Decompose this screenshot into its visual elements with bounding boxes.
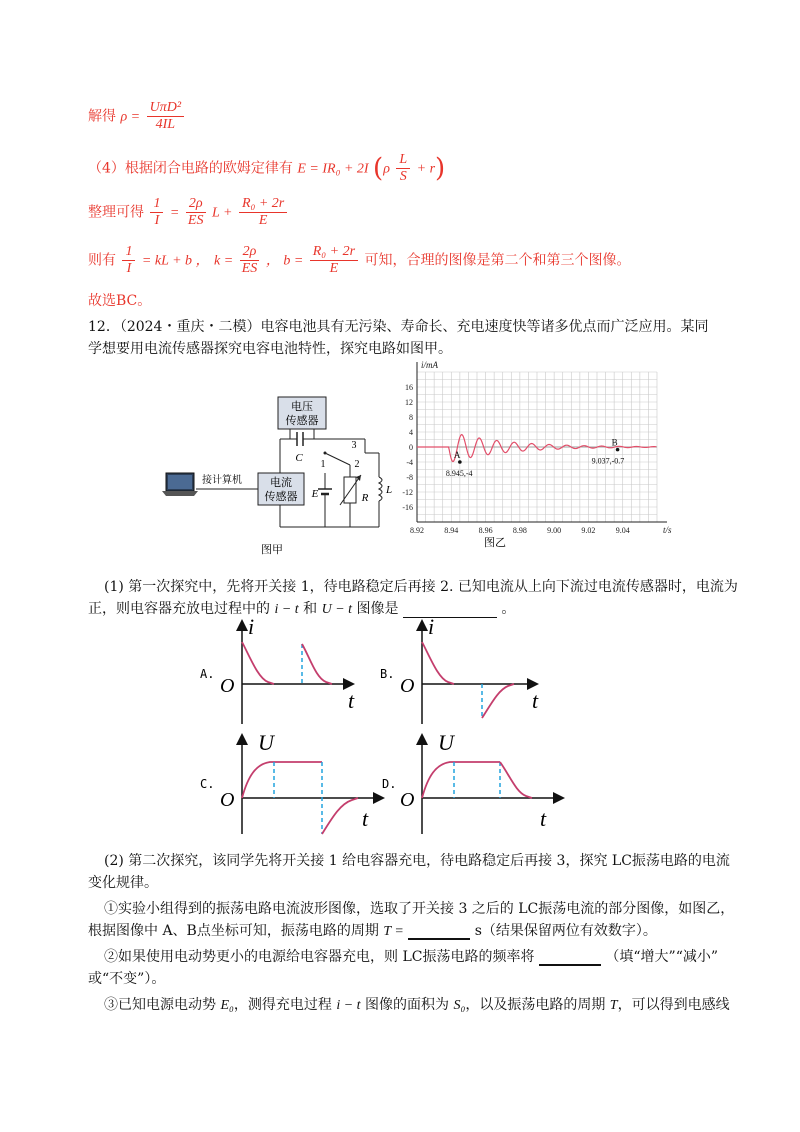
laptop-icon <box>162 473 198 496</box>
numerator: L <box>396 152 410 169</box>
inductor-label: L <box>385 484 393 496</box>
text: 根据图像中 A、B点坐标可知，振荡电路的周期 <box>88 923 379 939</box>
text: 图像的面积为 <box>365 997 450 1013</box>
denominator: E <box>258 213 268 228</box>
inductor-coil <box>379 477 382 501</box>
fraction <box>150 196 163 229</box>
computer-label: 接计算机 <box>202 475 242 486</box>
x-tick-label: 8.98 <box>512 526 527 535</box>
option-b-graph[interactable] <box>380 614 539 724</box>
origin-label: O <box>400 789 415 811</box>
text: 整理可得 <box>88 204 144 221</box>
answer-line: 故选BC。 <box>88 293 152 309</box>
switch-terminal-label: 2 <box>354 459 360 470</box>
q2-1-line-1: ①实验小组得到的振荡电路电流波形图像，选取了开关接 3 之后的 LC振荡电流的部分图像，如图乙， <box>104 901 735 917</box>
y-tick-label: -8 <box>406 473 413 482</box>
switch-blade <box>325 453 350 465</box>
axis-label-t: t <box>348 688 355 713</box>
math: i − t <box>336 998 361 1013</box>
axis-label-i: i <box>248 614 255 639</box>
rheostat-label: R <box>361 492 369 504</box>
text: ②如果使用电动势更小的电源给电容器充电，则 LC振荡电路的频率将 <box>104 949 535 965</box>
text: ，测得充电过程 <box>233 997 332 1013</box>
option-label: A. <box>200 667 215 681</box>
text: （填“增大”“减小” <box>605 949 719 965</box>
fraction <box>396 152 410 185</box>
text: 。 <box>501 601 516 617</box>
point-coord-label: 9.037,-0.7 <box>591 456 625 466</box>
y-tick-label: 0 <box>409 443 413 452</box>
y-tick-label: 8 <box>409 413 413 422</box>
math: S₀ <box>453 998 466 1013</box>
text: （4）根据闭合电路的欧姆定律有 <box>88 160 293 177</box>
option-label: B. <box>380 667 395 681</box>
y-tick-label: 4 <box>409 428 413 437</box>
fraction <box>239 196 287 229</box>
y-tick-label: -16 <box>402 503 413 512</box>
denominator: ES <box>241 261 258 276</box>
question-intro-1: 12．（2024・重庆・二模）电容电池具有无污染、寿命长、充电速度快等诸多优点而广泛应用。某同 <box>88 319 709 335</box>
math: ρ <box>383 161 390 177</box>
denominator: I <box>154 213 160 228</box>
text: 正，则电容器充放电过程中的 <box>88 601 270 617</box>
math: ρ = <box>120 109 141 125</box>
switch-terminal-label: 1 <box>320 459 326 470</box>
math: = <box>169 205 180 221</box>
x-axis-label: t/s <box>663 525 672 535</box>
capacitor-label: C <box>295 452 303 464</box>
solution-line-3 <box>88 196 289 229</box>
denominator: 4IL <box>155 117 176 132</box>
y-axis-label: i/mA <box>421 360 438 370</box>
math: = kL + b ， <box>141 253 210 269</box>
axis-label-t: t <box>540 806 547 831</box>
numerator: UπD² <box>147 100 184 117</box>
text: s（结果保留两位有效数字）。 <box>474 923 657 939</box>
frequency-answer-blank[interactable] <box>539 950 601 966</box>
denominator: E <box>329 261 339 276</box>
switch-terminal-label: 3 <box>351 440 357 451</box>
axis-label-u: U <box>438 730 454 755</box>
math: T <box>609 998 618 1013</box>
point-name-label: B <box>611 437 618 448</box>
q1-line-1: (1) 第一次探究中，先将开关接 1，待电路稳定后再接 2. 已知电流从上向下流过电流传感器时，电流为 <box>104 579 738 595</box>
text: 解得 <box>88 108 116 125</box>
text: 可知，合理的图像是第二个和第三个图像。 <box>364 252 631 269</box>
axis-label-u: U <box>258 730 274 755</box>
voltage-sensor-label: 传感器 <box>285 415 319 427</box>
math: L + <box>212 205 233 221</box>
y-tick-label: 16 <box>405 383 413 392</box>
numerator: 2ρ <box>186 196 206 213</box>
numerator: 2ρ <box>240 244 260 261</box>
question-intro-2: 学想要用电流传感器探究电容电池特性，探究电路如图甲。 <box>88 341 452 357</box>
option-label: C. <box>200 777 215 791</box>
origin-label: O <box>400 675 415 697</box>
fraction <box>240 244 260 277</box>
rheostat-arrow <box>340 475 361 505</box>
battery-label: E <box>311 488 319 500</box>
math: E₀ <box>220 998 234 1013</box>
point-name-label: A <box>453 450 461 460</box>
option-c-graph[interactable] <box>200 730 382 834</box>
figure-caption-yi: 图乙 <box>484 537 506 549</box>
solution-line-4 <box>88 244 631 277</box>
y-tick-label: -12 <box>402 488 413 497</box>
option-graphs <box>190 612 570 842</box>
current-sensor-label: 传感器 <box>264 491 298 503</box>
origin-label: O <box>220 675 235 697</box>
axis-label-t: t <box>362 806 369 831</box>
solution-line-1 <box>88 100 186 133</box>
text: ，可以得到电感线 <box>617 997 730 1013</box>
text: ③已知电源电动势 <box>104 997 216 1013</box>
circuit-diagram <box>160 365 400 565</box>
y-tick-label: 12 <box>405 398 413 407</box>
period-answer-blank[interactable] <box>408 924 470 940</box>
x-tick-label: 8.96 <box>478 526 493 535</box>
text: ，以及振荡电路的周期 <box>465 997 606 1013</box>
math: U − t <box>321 602 353 617</box>
q2-3-line-1 <box>104 994 730 1014</box>
q2-1-line-2 <box>88 920 657 940</box>
current-sensor-label: 电流 <box>270 477 292 489</box>
fraction <box>147 100 184 133</box>
origin-label: O <box>220 789 235 811</box>
fraction <box>122 244 135 277</box>
x-tick-label: 8.92 <box>410 526 424 535</box>
q2-2-line-1 <box>104 946 718 966</box>
q2-line-2: 变化规律。 <box>88 875 158 891</box>
figure-caption-jia: 图甲 <box>261 544 283 556</box>
option-label: D. <box>382 777 397 791</box>
solution-line-2: （4）根据闭合电路的欧姆定律有 E = IR₀ + 2I (ρ $\frac{L}{S}$ + r) <box>88 152 446 184</box>
fraction <box>310 244 358 277</box>
math: ， b = <box>265 253 304 269</box>
text: 则有 <box>88 252 116 269</box>
voltage-sensor-label: 电压 <box>291 401 313 413</box>
math: i − t <box>274 602 299 617</box>
x-tick-label: 9.00 <box>547 526 562 535</box>
denominator: ES <box>187 213 204 228</box>
chart-point-a <box>458 460 462 464</box>
chart-point-b <box>616 448 620 452</box>
numerator: 1 <box>150 196 163 213</box>
x-tick-label: 8.94 <box>444 526 459 535</box>
y-tick-label: -4 <box>406 458 413 467</box>
math: T = <box>383 924 404 939</box>
numerator: 1 <box>122 244 135 261</box>
math: + r <box>416 161 436 177</box>
fraction <box>186 196 206 229</box>
x-tick-label: 9.04 <box>615 526 630 535</box>
option-d-graph[interactable] <box>382 730 562 834</box>
math: k = <box>214 253 234 269</box>
numerator: R₀ + 2r <box>239 196 287 213</box>
denominator: S <box>399 169 407 184</box>
q2-line-1: (2) 第二次探究，该同学先将开关接 1 给电容器充电，待电路稳定后再接 3，探究 LC振荡电路的电流 <box>104 853 730 869</box>
option-a-graph[interactable] <box>200 614 355 724</box>
lc-chart <box>395 358 675 558</box>
text: 和 <box>303 601 318 617</box>
math: E = IR₀ + 2I <box>297 161 369 177</box>
numerator: R₀ + 2r <box>310 244 358 261</box>
q2-2-line-2: 或“不变”）。 <box>88 971 166 987</box>
x-tick-label: 9.02 <box>581 526 596 535</box>
point-coord-label: 8.945,-4 <box>445 469 473 478</box>
denominator: I <box>126 261 132 276</box>
text: 图像是 <box>356 601 399 617</box>
axis-label-i: i <box>428 614 435 639</box>
axis-label-t: t <box>532 688 539 713</box>
